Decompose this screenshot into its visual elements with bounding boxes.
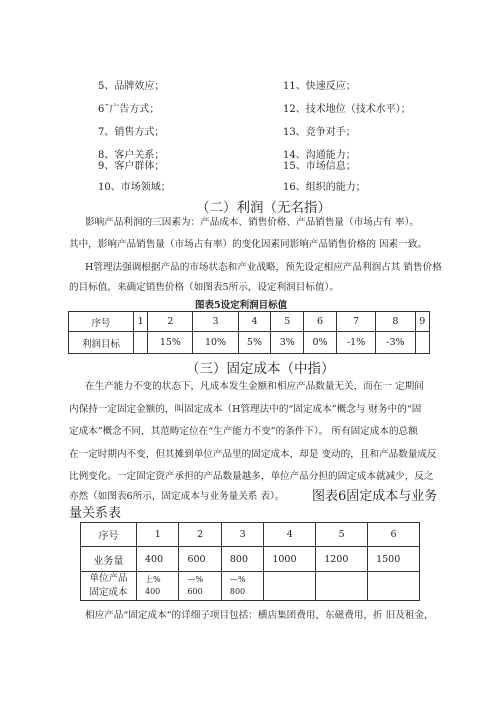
table-cell: [368, 572, 420, 601]
list-item: 15、市场信息；: [283, 161, 356, 172]
paragraph-line: 比例变化。一定固定资产承担的产品数量越多，单位产品分担的固定成本就减少，反之: [69, 471, 434, 482]
table-cell: -3%: [376, 332, 415, 354]
table-row: [69, 332, 430, 354]
cell-fraction: 上%: [145, 575, 161, 584]
row-label: 单位产品: [89, 573, 128, 584]
table-cell: 2: [179, 523, 221, 547]
paragraph-line: 内保持一定固定金额的，叫固定成本（H管理法中的“固定成本”概念与 财务中的“固: [69, 404, 422, 415]
table-cell: [316, 572, 368, 601]
table-cell: 序号: [69, 312, 134, 332]
cell-denominator: 600: [187, 587, 203, 596]
table-cell: 8: [376, 312, 415, 332]
list-item: 11、快速反应；: [283, 81, 356, 92]
table-row: [69, 312, 430, 332]
table-cell: [179, 572, 221, 601]
table-cell: 序号: [81, 523, 137, 547]
table-caption: 图表6固定成本与业务: [312, 489, 438, 504]
list-item: 5、品牌效应；: [98, 81, 165, 92]
table-cell: 5: [316, 523, 368, 547]
list-item: 9、客户群体；: [98, 161, 165, 172]
table-cell: 4: [264, 523, 316, 547]
table-cell: 1500: [368, 547, 420, 572]
table-cell: [264, 572, 316, 601]
table-cell: 6: [304, 312, 337, 332]
list-item: 14、沟通能力；: [283, 150, 356, 161]
table-cell: [221, 572, 263, 601]
row-label: 固定成本: [89, 587, 128, 598]
table-cell: 400: [137, 547, 179, 572]
paragraph-line: 定成本”概念不同，其范畴定位在“生产能力不变”的条件下）。 所有固定成本的总额: [69, 426, 418, 437]
section-heading: （二）利润（无名指）: [196, 200, 331, 216]
table-cell: 3%: [271, 332, 304, 354]
table-cell: [137, 572, 179, 601]
paragraph-line: 亦然（如图表6所示，固定成本与业务量关系 表）。: [69, 491, 285, 502]
table-cell: 800: [221, 547, 263, 572]
paragraph-line: H管理法强调根据产品的市场状态和产业战略，预先设定相应产品利润占其 销售价格: [85, 262, 442, 273]
table-row: [81, 547, 420, 572]
table-cell: 业务量: [81, 547, 137, 572]
table-cell: 7: [336, 312, 375, 332]
list-item: 6ˉ广告方式；: [98, 104, 160, 115]
table-cell: [134, 332, 148, 354]
table-cell: 1: [134, 312, 148, 332]
cell-denominator: 400: [145, 587, 161, 596]
table-cell: 4: [238, 312, 271, 332]
table-caption: 图表5设定利润目标值: [195, 300, 288, 311]
table-row: [81, 572, 420, 601]
table-cell: 1: [137, 523, 179, 547]
list-item: 10、市场领域；: [98, 182, 171, 193]
list-item: 13、竞争对手；: [283, 127, 356, 138]
cell-fraction: —%: [187, 575, 204, 584]
table-cell: 1000: [264, 547, 316, 572]
cell-denominator: 800: [229, 587, 246, 596]
list-item: 7、销售方式；: [98, 127, 165, 138]
table-cell: 1200: [316, 547, 368, 572]
table-row: [81, 523, 420, 547]
table-cell: 9: [415, 312, 429, 332]
table-cell: 利润目标: [69, 332, 134, 354]
list-item: 8、客户关系；: [98, 150, 165, 161]
table-cell: 6: [368, 523, 420, 547]
section-heading: （三）固定成本（中指）: [186, 361, 335, 377]
list-item: 12、技术地位（技术水平）；: [283, 104, 411, 115]
table-cell: 10%: [193, 332, 238, 354]
table-cell: 0%: [304, 332, 337, 354]
profit-target-table: [68, 311, 430, 354]
paragraph-line: 影响产品利润的三因素为：产品成本、销售价格、产品销售量（市场占有 率）。: [85, 217, 420, 228]
table-cell: -1%: [336, 332, 375, 354]
table-cell: 600: [179, 547, 221, 572]
fixed-cost-table: [80, 522, 420, 601]
paragraph-line: 在一定时期内不变，但其摊到单位产品里的固定成本，却是 变动的，且和产品数量成反: [69, 449, 437, 460]
table-cell: 3: [221, 523, 263, 547]
table-cell: 2: [148, 312, 193, 332]
paragraph-line: 在生产能力不变的状态下，凡成本发生金额和相应产品数量无关，而在一 定期间: [85, 381, 424, 392]
table-cell: 5%: [238, 332, 271, 354]
table-cell: 3: [193, 312, 238, 332]
table-caption: 量关系表: [69, 506, 122, 521]
paragraph-line: 相应产品“固定成本“的详细子项目包括：横店集团费用，东磁费用，折 旧及租金，: [85, 610, 434, 621]
list-item: 16、组织的能力；: [283, 182, 366, 193]
table-cell: 15%: [148, 332, 193, 354]
cell-fraction: —%: [229, 575, 246, 584]
table-cell: 5: [271, 312, 304, 332]
table-cell: [81, 572, 137, 601]
paragraph-line: 的目标值，来确定销售价格（如图表5所示，设定利润目标值）。: [69, 282, 339, 293]
paragraph-line: 其中，影响产品销售量（市场占有率）的变化因素同影响产品销售价格的 因素一致。: [69, 239, 428, 250]
table-cell: [415, 332, 429, 354]
